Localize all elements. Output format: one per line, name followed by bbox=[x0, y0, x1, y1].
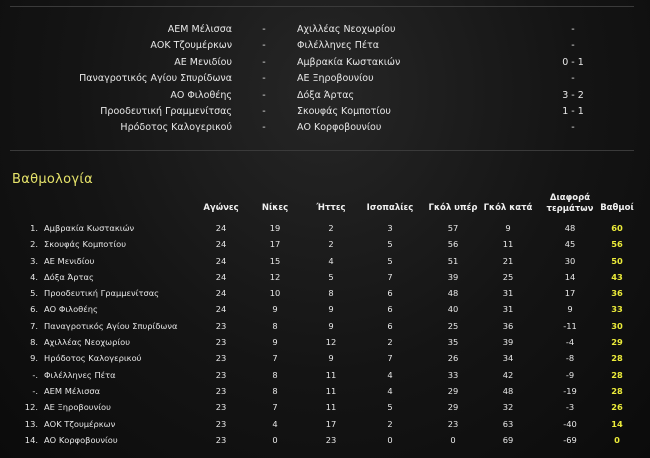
row-ga: 32 bbox=[502, 402, 514, 413]
row-losses: 11 bbox=[325, 369, 337, 380]
row-gf: 33 bbox=[447, 369, 459, 380]
row-team-name: ΑΟ Κορφοβουνίου bbox=[44, 434, 118, 445]
fixture-separator: - bbox=[262, 40, 266, 52]
row-losses: 11 bbox=[325, 402, 337, 413]
row-wins: 17 bbox=[269, 239, 281, 250]
row-position: 8. bbox=[30, 337, 38, 348]
header-wins: Νίκες bbox=[261, 203, 289, 213]
row-position: 2. bbox=[30, 239, 38, 250]
row-draws: 6 bbox=[387, 320, 393, 331]
header-goals-for: Γκόλ υπέρ bbox=[428, 203, 478, 213]
row-gf: 29 bbox=[447, 402, 459, 413]
row-losses: 5 bbox=[328, 271, 334, 282]
table-row bbox=[0, 350, 650, 366]
row-played: 23 bbox=[215, 369, 227, 380]
row-ga: 31 bbox=[502, 288, 514, 299]
row-position: 1. bbox=[30, 223, 38, 233]
row-played: 24 bbox=[215, 255, 227, 266]
top-divider bbox=[10, 6, 634, 7]
row-points: 33 bbox=[611, 304, 623, 315]
fixture-home-team: Προοδευτική Γραμμενίτσας bbox=[100, 105, 232, 117]
row-wins: 8 bbox=[272, 320, 278, 331]
fixture-separator: - bbox=[262, 73, 266, 85]
fixture-separator: - bbox=[262, 122, 266, 134]
fixture-home-team: Παναγροτικός Αγίου Σπυρίδωνα bbox=[79, 73, 232, 85]
row-ga: 9 bbox=[505, 223, 511, 233]
row-points: 30 bbox=[611, 320, 623, 331]
row-played: 23 bbox=[215, 385, 227, 396]
fixtures-divider bbox=[10, 150, 634, 151]
row-losses: 2 bbox=[328, 239, 334, 250]
row-losses: 4 bbox=[328, 255, 334, 266]
header-goal-diff-line2: τερμάτων bbox=[546, 204, 594, 214]
row-draws: 2 bbox=[387, 337, 393, 348]
row-draws: 6 bbox=[387, 304, 393, 315]
row-points: 28 bbox=[611, 369, 623, 380]
row-position: -. bbox=[32, 385, 38, 396]
row-draws: 5 bbox=[387, 402, 393, 413]
header-draws: Ισοπαλίες bbox=[366, 203, 414, 213]
row-points: 43 bbox=[611, 271, 623, 282]
table-row bbox=[0, 285, 650, 301]
row-draws: 7 bbox=[387, 353, 393, 364]
row-team-name: Αμβρακία Κωστακιών bbox=[44, 223, 135, 233]
fixture-separator: - bbox=[262, 89, 266, 101]
row-losses: 11 bbox=[325, 385, 337, 396]
row-diff: -3 bbox=[565, 402, 575, 413]
row-points: 26 bbox=[611, 402, 623, 413]
row-played: 23 bbox=[215, 320, 227, 331]
fixture-score: - bbox=[571, 122, 575, 134]
fixture-row bbox=[0, 120, 650, 136]
row-played: 23 bbox=[215, 353, 227, 364]
row-wins: 7 bbox=[272, 402, 278, 413]
row-team-name: Δόξα Άρτας bbox=[44, 271, 94, 282]
row-wins: 8 bbox=[272, 385, 278, 396]
row-wins: 9 bbox=[272, 337, 278, 348]
fixture-score: 0 - 1 bbox=[562, 56, 584, 68]
row-position: 7. bbox=[30, 320, 38, 331]
row-wins: 10 bbox=[269, 288, 281, 299]
row-wins: 19 bbox=[269, 223, 281, 233]
row-losses: 23 bbox=[325, 434, 337, 445]
row-wins: 15 bbox=[269, 255, 281, 266]
row-gf: 35 bbox=[447, 337, 459, 348]
standings-header bbox=[0, 190, 650, 220]
row-position: 5. bbox=[30, 288, 38, 299]
row-wins: 0 bbox=[272, 434, 278, 445]
table-row bbox=[0, 399, 650, 415]
row-losses: 17 bbox=[325, 418, 337, 429]
row-played: 24 bbox=[215, 304, 227, 315]
row-draws: 0 bbox=[387, 434, 393, 445]
fixture-home-team: ΑΟΚ Τζουμέρκων bbox=[150, 40, 232, 52]
row-ga: 34 bbox=[502, 353, 514, 364]
row-ga: 39 bbox=[502, 337, 514, 348]
row-ga: 48 bbox=[502, 385, 514, 396]
row-team-name: Φιλέλληνες Πέτα bbox=[44, 369, 116, 380]
row-ga: 42 bbox=[502, 369, 514, 380]
row-gf: 26 bbox=[447, 353, 459, 364]
fixture-home-team: ΑΕ Μενιδίου bbox=[174, 56, 232, 68]
row-ga: 31 bbox=[502, 304, 514, 315]
row-ga: 25 bbox=[502, 271, 514, 282]
row-gf: 29 bbox=[447, 385, 459, 396]
row-position: 3. bbox=[30, 255, 38, 266]
row-ga: 36 bbox=[502, 320, 514, 331]
row-draws: 3 bbox=[387, 223, 393, 233]
row-points: 56 bbox=[611, 239, 623, 250]
row-gf: 0 bbox=[450, 434, 456, 445]
row-wins: 9 bbox=[272, 304, 278, 315]
table-row bbox=[0, 367, 650, 383]
row-played: 24 bbox=[215, 271, 227, 282]
fixture-row bbox=[0, 71, 650, 87]
table-row bbox=[0, 334, 650, 350]
table-row bbox=[0, 432, 650, 448]
fixture-away-team: ΑΕ Ξηροβουνίου bbox=[297, 73, 374, 85]
row-gf: 25 bbox=[447, 320, 459, 331]
row-draws: 5 bbox=[387, 239, 393, 250]
row-points: 28 bbox=[611, 353, 623, 364]
fixture-away-team: ΑΟ Κορφοβουνίου bbox=[297, 122, 382, 134]
row-team-name: ΑΟ Φιλοθέης bbox=[44, 304, 98, 315]
row-diff: 9 bbox=[567, 304, 573, 315]
row-wins: 12 bbox=[269, 271, 281, 282]
row-team-name: Αχιλλέας Νεοχωρίου bbox=[44, 337, 131, 348]
row-wins: 7 bbox=[272, 353, 278, 364]
table-row bbox=[0, 220, 650, 236]
row-position: -. bbox=[32, 369, 38, 380]
row-gf: 51 bbox=[447, 255, 459, 266]
fixture-row bbox=[0, 88, 650, 104]
fixture-score: - bbox=[571, 73, 575, 85]
row-diff: -9 bbox=[565, 369, 575, 380]
row-wins: 8 bbox=[272, 369, 278, 380]
row-losses: 9 bbox=[328, 353, 334, 364]
fixture-row bbox=[0, 104, 650, 120]
row-losses: 2 bbox=[328, 223, 334, 233]
row-diff: -40 bbox=[563, 418, 577, 429]
fixture-separator: - bbox=[262, 24, 266, 35]
table-row bbox=[0, 253, 650, 269]
row-points: 14 bbox=[611, 418, 623, 429]
fixture-separator: - bbox=[262, 105, 266, 117]
row-diff: 14 bbox=[564, 271, 576, 282]
row-diff: 17 bbox=[564, 288, 576, 299]
row-position: 14. bbox=[24, 434, 38, 445]
row-draws: 4 bbox=[387, 369, 393, 380]
row-team-name: ΑΕ Ξηροβουνίου bbox=[44, 402, 111, 413]
fixture-row bbox=[0, 55, 650, 71]
fixture-home-team: ΑΕΜ Μέλισσα bbox=[167, 24, 232, 35]
fixture-away-team: Σκουφάς Κομποτίου bbox=[297, 105, 391, 117]
row-played: 23 bbox=[215, 337, 227, 348]
fixture-away-team: Φιλέλληνες Πέτα bbox=[297, 40, 380, 52]
row-played: 23 bbox=[215, 402, 227, 413]
table-row bbox=[0, 383, 650, 399]
row-gf: 48 bbox=[447, 288, 459, 299]
fixture-score: 3 - 2 bbox=[562, 89, 584, 101]
row-position: 6. bbox=[30, 304, 38, 315]
row-draws: 2 bbox=[387, 418, 393, 429]
row-position: 13. bbox=[24, 418, 38, 429]
row-points: 29 bbox=[611, 337, 623, 348]
row-wins: 4 bbox=[272, 418, 278, 429]
header-played: Αγώνες bbox=[203, 203, 239, 213]
row-points: 36 bbox=[611, 288, 623, 299]
table-row bbox=[0, 269, 650, 285]
row-diff: -8 bbox=[565, 353, 575, 364]
row-team-name: Ηρόδοτος Καλογερικού bbox=[44, 353, 142, 364]
header-goal-diff-line1: Διαφορά bbox=[549, 193, 591, 203]
fixture-home-team: ΑΟ Φιλοθέης bbox=[170, 89, 232, 101]
row-draws: 6 bbox=[387, 288, 393, 299]
fixture-away-team: Δόξα Άρτας bbox=[297, 89, 355, 101]
fixtures-list bbox=[0, 22, 650, 137]
row-diff: -69 bbox=[563, 434, 577, 445]
row-played: 24 bbox=[215, 288, 227, 299]
fixture-row bbox=[0, 22, 650, 38]
row-gf: 39 bbox=[447, 271, 459, 282]
row-team-name: Παναγροτικός Αγίου Σπυρίδωνα bbox=[44, 320, 178, 331]
row-team-name: Σκουφάς Κομποτίου bbox=[44, 239, 127, 250]
fixture-separator: - bbox=[262, 56, 266, 68]
standings-title: Βαθμολογία bbox=[12, 172, 93, 187]
row-diff: -11 bbox=[563, 320, 577, 331]
row-ga: 69 bbox=[502, 434, 514, 445]
row-losses: 9 bbox=[328, 304, 334, 315]
fixture-score: - bbox=[571, 24, 575, 35]
standings-table bbox=[0, 190, 650, 448]
standings-rows bbox=[0, 220, 650, 448]
fixture-score: 1 - 1 bbox=[562, 105, 584, 117]
fixture-away-team: Αμβρακία Κωστακιών bbox=[297, 56, 401, 68]
row-gf: 23 bbox=[447, 418, 459, 429]
row-position: 12. bbox=[24, 402, 38, 413]
row-points: 28 bbox=[611, 385, 623, 396]
row-diff: -4 bbox=[565, 337, 575, 348]
row-played: 23 bbox=[215, 434, 227, 445]
row-team-name: ΑΟΚ Τζουμέρκων bbox=[44, 418, 116, 429]
row-points: 0 bbox=[614, 434, 620, 445]
fixture-away-team: Αχιλλέας Νεοχωρίου bbox=[297, 24, 396, 35]
row-team-name: ΑΕΜ Μέλισσα bbox=[44, 385, 101, 396]
row-draws: 7 bbox=[387, 271, 393, 282]
row-gf: 40 bbox=[447, 304, 459, 315]
row-draws: 5 bbox=[387, 255, 393, 266]
row-losses: 9 bbox=[328, 320, 334, 331]
header-points: Βαθμοί bbox=[600, 203, 634, 213]
header-losses: Ήττες bbox=[316, 203, 346, 213]
row-played: 24 bbox=[215, 239, 227, 250]
row-losses: 12 bbox=[325, 337, 337, 348]
row-diff: 30 bbox=[564, 255, 576, 266]
row-position: 4. bbox=[30, 271, 38, 282]
row-ga: 21 bbox=[502, 255, 514, 266]
row-losses: 8 bbox=[328, 288, 334, 299]
row-team-name: ΑΕ Μενιδίου bbox=[44, 255, 95, 266]
header-goals-against: Γκόλ κατά bbox=[483, 203, 533, 213]
row-gf: 56 bbox=[447, 239, 459, 250]
row-diff: -19 bbox=[563, 385, 577, 396]
row-ga: 63 bbox=[502, 418, 514, 429]
row-ga: 11 bbox=[502, 239, 514, 250]
table-row bbox=[0, 301, 650, 317]
row-gf: 57 bbox=[447, 223, 459, 233]
row-team-name: Προοδευτική Γραμμενίτσας bbox=[44, 288, 160, 299]
row-points: 60 bbox=[611, 223, 623, 233]
row-diff: 48 bbox=[564, 223, 576, 233]
table-row bbox=[0, 236, 650, 252]
fixture-home-team: Ηρόδοτος Καλογερικού bbox=[120, 122, 232, 134]
row-points: 50 bbox=[611, 255, 623, 266]
row-played: 23 bbox=[215, 418, 227, 429]
row-draws: 4 bbox=[387, 385, 393, 396]
row-diff: 45 bbox=[564, 239, 576, 250]
table-row bbox=[0, 318, 650, 334]
row-position: 9. bbox=[30, 353, 38, 364]
fixture-row bbox=[0, 38, 650, 54]
row-played: 24 bbox=[215, 223, 227, 233]
table-row bbox=[0, 416, 650, 432]
fixture-score: - bbox=[571, 40, 575, 52]
